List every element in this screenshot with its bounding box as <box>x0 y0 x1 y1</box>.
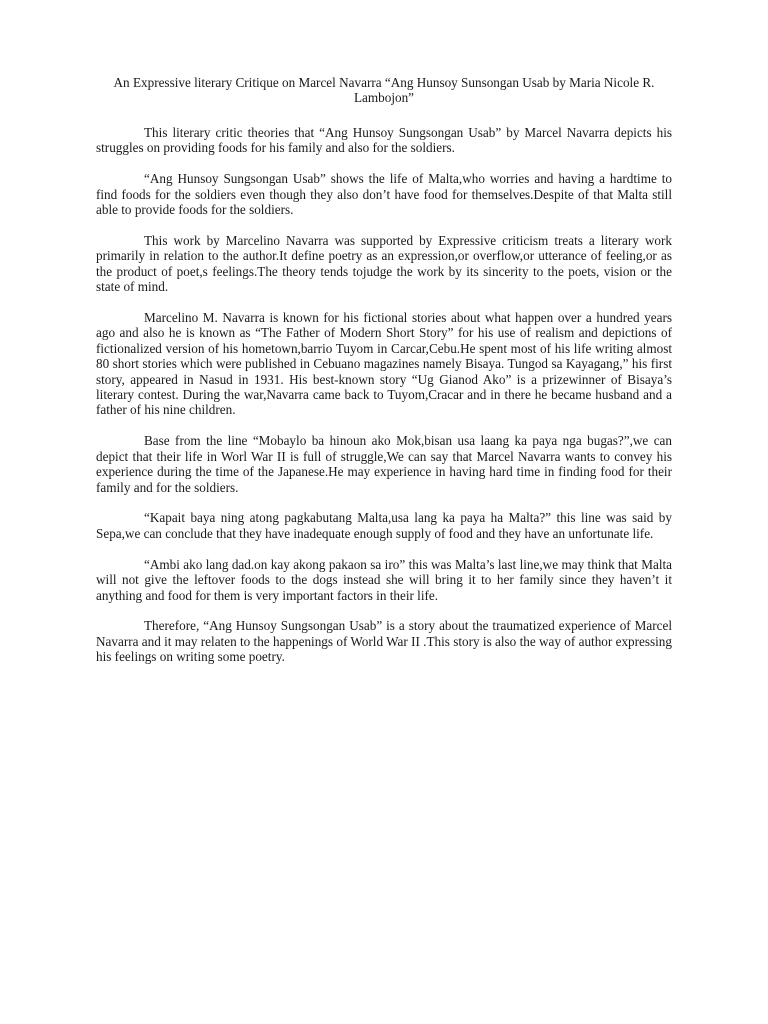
paragraph-4: Marcelino M. Navarra is known for his fictional stories about what happen over a hundred years ago and also he is known as “The Father of Modern Short Story” for his use of realism and depictions of fictionalized version of his hometown,barrio Tuyom in Carcar,Cebu.He spent most of his life writing almost 80 short stories which were published in Cebuano magazines namely Bisaya. Tungod sa Kayagang,” his first story, appeared in Nasud in 1931. His best-known story “Ug Gianod Ako” is a prizewinner of Bisaya’s literary contest. During the war,Navarra came back to Tuyom,Cracar and in there he became husband and a father of his nine children. <box>96 309 672 418</box>
paragraph-5: Base from the line “Mobaylo ba hinoun ako Mok,bisan usa laang ka paya nga bugas?”,we can depict that their life in Worl War II is full of struggle,We can say that Marcel Navarra wants to convey his experience during the time of the Japanese.He may experience in having hard time in finding food for their family and for the soldiers. <box>96 433 672 495</box>
document-body <box>96 75 672 680</box>
document-title: An Expressive literary Critique on Marcel Navarra “Ang Hunsoy Sunsongan Usab by Maria Nicole R. Lambojon” <box>113 75 655 106</box>
paragraph-7: “Ambi ako lang dad.on kay akong pakaon sa iro” this was Malta’s last line,we may think that Malta will not give the leftover foods to the dogs instead she will bring it to her family since they haven’t it anything and food for them is very important factors in their life. <box>96 556 672 603</box>
paragraph-2: “Ang Hunsoy Sungsongan Usab” shows the life of Malta,who worries and having a hardtime to find foods for the soldiers even though they also don’t have food for themselves.Despite of that Malta still able to provide foods for the soldiers. <box>96 171 672 217</box>
paragraph-1: This literary critic theories that “Ang Hunsoy Sungsongan Usab” by Marcel Navarra depicts his struggles on providing foods for his family and also for the soldiers. <box>96 124 672 156</box>
paragraph-6: “Kapait baya ning atong pagkabutang Malta,usa lang ka paya ha Malta?” this line was said by Sepa,we can conclude that they have inadequate enough supply of food and they have an unfortunate life. <box>96 510 672 541</box>
paragraph-3: This work by Marcelino Navarra was supported by Expressive criticism treats a literary work primarily in relation to the author.It define poetry as an expression,or overflow,or utterance of feeling,or as the product of poet,s feelings.The theory tends tojudge the work by its sincerity to the poets, vision or the state of mind. <box>96 232 672 295</box>
paragraph-8: Therefore, “Ang Hunsoy Sungsongan Usab” is a story about the traumatized experience of Marcel Navarra and it may relaten to the happenings of World War II .This story is also the way of author expressing his feelings on writing some poetry. <box>96 618 672 665</box>
